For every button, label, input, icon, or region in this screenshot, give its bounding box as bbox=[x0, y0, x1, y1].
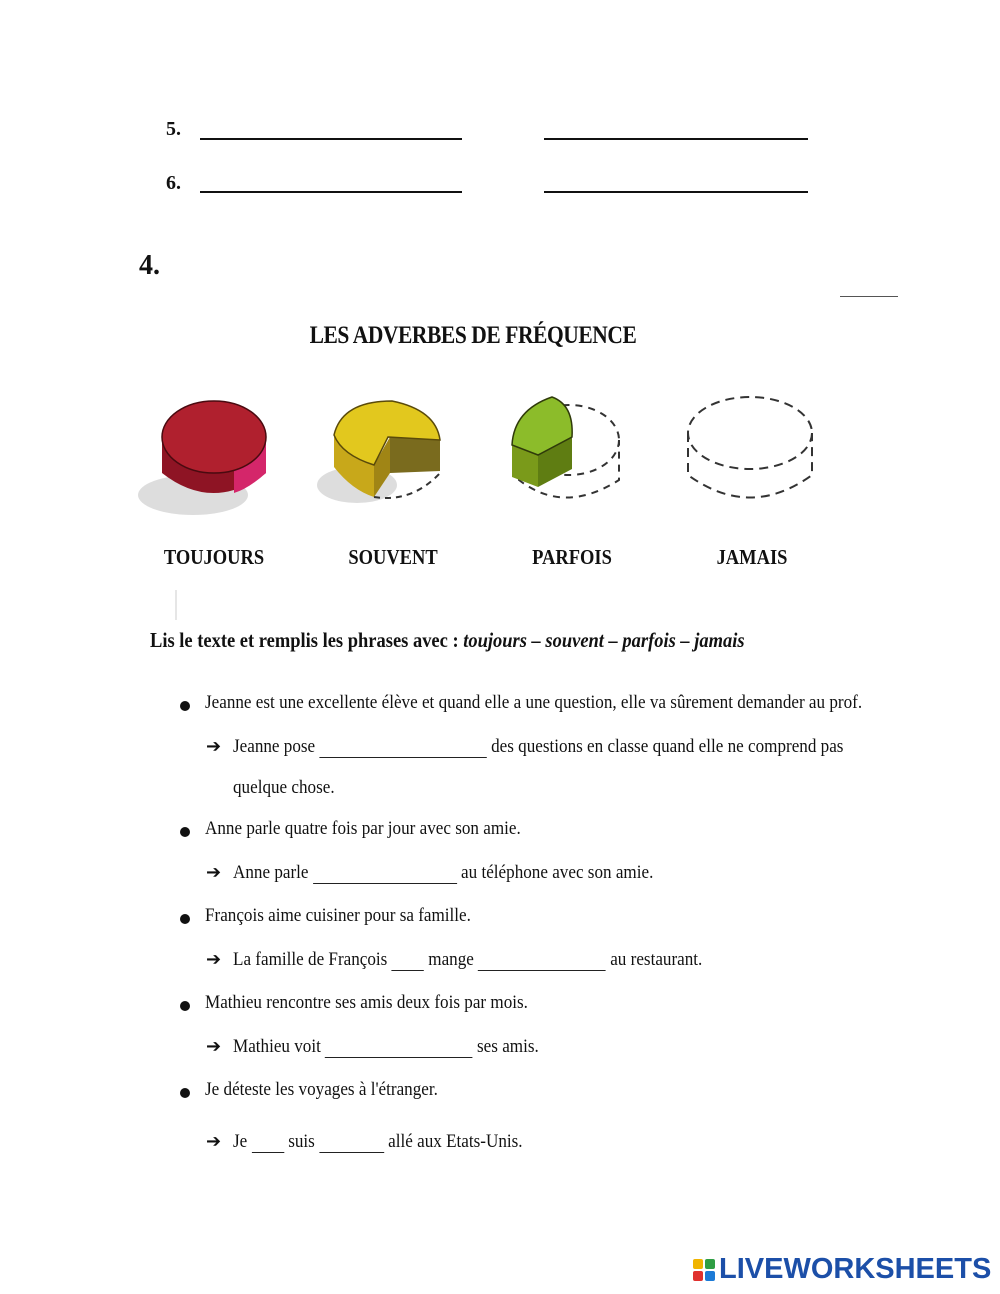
answer-sentence-2 bbox=[233, 862, 653, 884]
sentence-2-after: au téléphone avec son amie. bbox=[461, 862, 654, 883]
label-souvent: SOUVENT bbox=[348, 545, 438, 569]
statement-2: Anne parle quatre fois par jour avec son amie. bbox=[205, 818, 521, 839]
cheese-full-icon bbox=[138, 385, 288, 525]
sentence-5-middle: suis bbox=[288, 1131, 315, 1152]
sentence-5-after: allé aux Etats-Unis. bbox=[388, 1131, 523, 1152]
bullet-icon bbox=[180, 914, 190, 924]
sentence-5-before: Je bbox=[233, 1131, 248, 1152]
divider bbox=[175, 590, 177, 620]
statement-5: Je déteste les voyages à l'étranger. bbox=[205, 1079, 438, 1100]
arrow-right-icon: ➔ bbox=[206, 949, 222, 970]
sentence-2-before: Anne parle bbox=[233, 862, 309, 883]
cheese-three-quarters-icon bbox=[312, 385, 462, 525]
label-parfois: PARFOIS bbox=[532, 545, 612, 569]
sentence-1-after: des questions en classe quand elle ne comprend pas bbox=[491, 736, 844, 757]
label-toujours: TOUJOURS bbox=[163, 545, 265, 569]
answer-line-5a[interactable] bbox=[200, 138, 462, 140]
answer-sentence-5 bbox=[233, 1131, 523, 1153]
cheese-empty-icon bbox=[672, 385, 822, 525]
instruction-prefix: Lis le texte et remplis les phrases avec : bbox=[150, 628, 464, 652]
instruction-options: toujours – souvent – parfois – jamais bbox=[463, 628, 745, 652]
instruction bbox=[150, 628, 745, 653]
answer-line-6a[interactable] bbox=[200, 191, 462, 193]
answer-input-3b[interactable] bbox=[478, 950, 606, 971]
label-jamais: JAMAIS bbox=[716, 545, 788, 569]
sentence-3-after: au restaurant. bbox=[610, 949, 703, 970]
logo-mark-icon bbox=[693, 1259, 715, 1281]
sentence-3-middle: mange bbox=[428, 949, 474, 970]
section-number: 4. bbox=[139, 250, 160, 281]
arrow-right-icon: ➔ bbox=[206, 1131, 222, 1152]
sentence-3-before: La famille de François bbox=[233, 949, 388, 970]
answer-input-1[interactable] bbox=[319, 737, 486, 758]
statement-3: François aime cuisiner pour sa famille. bbox=[205, 905, 471, 926]
answer-input-5a[interactable] bbox=[252, 1132, 284, 1153]
answer-sentence-4 bbox=[233, 1036, 539, 1058]
answer-line-6b[interactable] bbox=[544, 191, 808, 193]
answer-input-4[interactable] bbox=[325, 1037, 473, 1058]
statement-4: Mathieu rencontre ses amis deux fois par mois. bbox=[205, 992, 528, 1013]
answer-input-3a[interactable] bbox=[392, 950, 424, 971]
cheese-slice-icon bbox=[494, 385, 644, 530]
answer-sentence-1 bbox=[233, 736, 843, 758]
sentence-1-before: Jeanne pose bbox=[233, 736, 316, 757]
arrow-right-icon: ➔ bbox=[206, 1036, 222, 1057]
liveworksheets-logo bbox=[693, 1253, 991, 1286]
answer-input-2[interactable] bbox=[313, 863, 457, 884]
page-title: LES ADVERBES DE FRÉQUENCE bbox=[309, 322, 637, 349]
bullet-icon bbox=[180, 1088, 190, 1098]
arrow-right-icon: ➔ bbox=[206, 862, 222, 883]
sentence-4-before: Mathieu voit bbox=[233, 1036, 321, 1057]
answer-input-5b[interactable] bbox=[319, 1132, 384, 1153]
row-number-5: 5. bbox=[166, 118, 181, 140]
bullet-icon bbox=[180, 701, 190, 711]
row-number-6: 6. bbox=[166, 172, 181, 194]
sentence-1-continuation: quelque chose. bbox=[233, 777, 335, 798]
arrow-right-icon: ➔ bbox=[206, 736, 222, 757]
answer-sentence-3 bbox=[233, 949, 702, 971]
statement-1: Jeanne est une excellente élève et quand elle a une question, elle va sûrement demander au prof. bbox=[205, 692, 863, 713]
bullet-icon bbox=[180, 827, 190, 837]
sentence-4-after: ses amis. bbox=[477, 1036, 539, 1057]
bullet-icon bbox=[180, 1001, 190, 1011]
brand-name: LIVEWORKSHEETS bbox=[719, 1253, 992, 1285]
answer-line-5b[interactable] bbox=[544, 138, 808, 140]
score-line bbox=[840, 296, 898, 297]
